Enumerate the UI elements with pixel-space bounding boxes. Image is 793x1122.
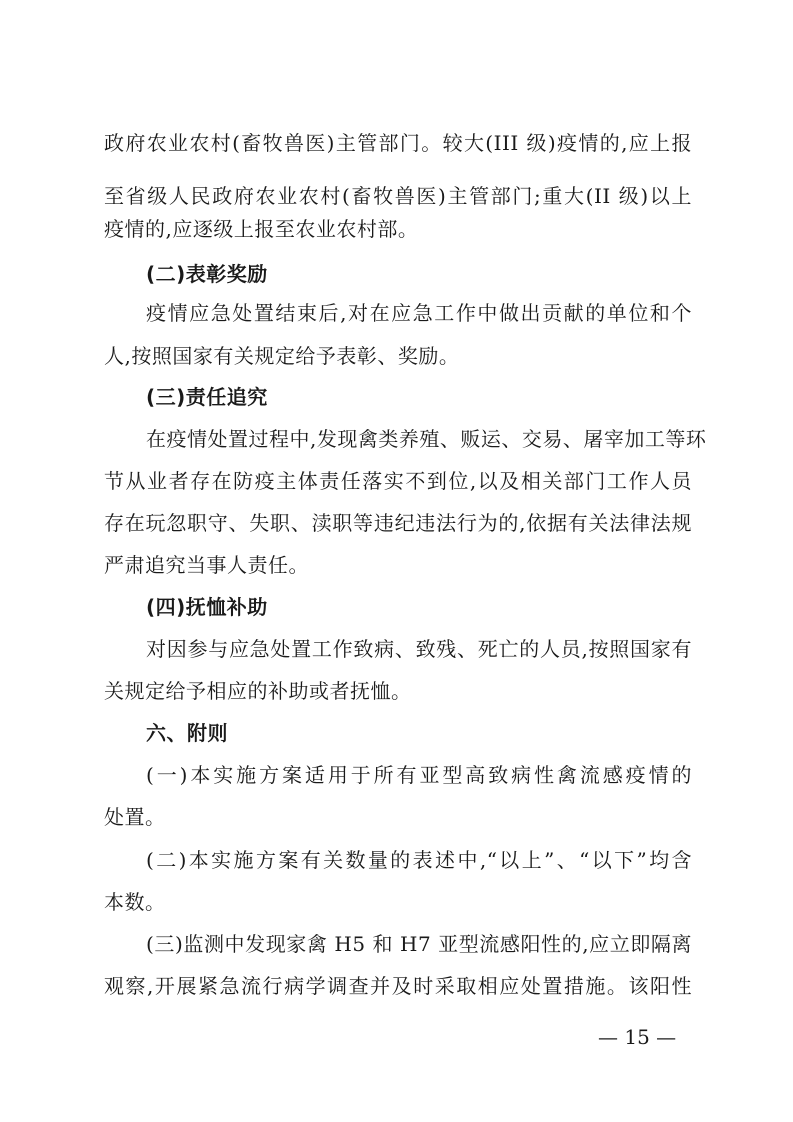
section-heading-compensation: (四)抚恤补助 (146, 595, 268, 619)
text-line: 处置。 (104, 805, 166, 829)
text-line: (三)监测中发现家禽 H5 和 H7 亚型流感阳性的,应立即隔离 (146, 932, 692, 956)
page-number: — 15 — (598, 1025, 677, 1049)
section-heading-accountability: (三)责任追究 (146, 385, 268, 409)
text-line: 至省级人民政府农业农村(畜牧兽医)主管部门;重大(II 级)以上 (104, 184, 692, 208)
section-heading-commendation: (二)表彰奖励 (146, 262, 268, 286)
text-line: 观察,开展紧急流行病学调查并及时采取相应处置措施。该阳性 (104, 974, 692, 998)
text-line: 疫情的,应逐级上报至农业农村部。 (104, 217, 419, 241)
text-line: 本数。 (104, 890, 166, 914)
text-line: 严肃追究当事人责任。 (104, 553, 309, 577)
section-heading-supplementary: 六、附则 (146, 721, 228, 745)
text-line: 人,按照国家有关规定给予表彰、奖励。 (104, 344, 460, 368)
text-line: 疫情应急处置结束后,对在应急工作中做出贡献的单位和个 (146, 301, 692, 325)
text-line: 政府农业农村(畜牧兽医)主管部门。较大(III 级)疫情的,应上报 (104, 131, 692, 155)
text-line: 节从业者存在防疫主体责任落实不到位,以及相关部门工作人员 (104, 469, 692, 493)
text-line: (一)本实施方案适用于所有亚型高致病性禽流感疫情的 (146, 763, 692, 787)
text-line: 在疫情处置过程中,发现禽类养殖、贩运、交易、屠宰加工等环 (146, 427, 707, 451)
text-line: (二)本实施方案有关数量的表述中,“以上”、“以下”均含 (146, 848, 692, 872)
text-line: 关规定给予相应的补助或者抚恤。 (104, 679, 412, 703)
text-line: 存在玩忽职守、失职、渎职等违纪违法行为的,依据有关法律法规 (104, 511, 692, 535)
text-line: 对因参与应急处置工作致病、致残、死亡的人员,按照国家有 (146, 637, 692, 661)
